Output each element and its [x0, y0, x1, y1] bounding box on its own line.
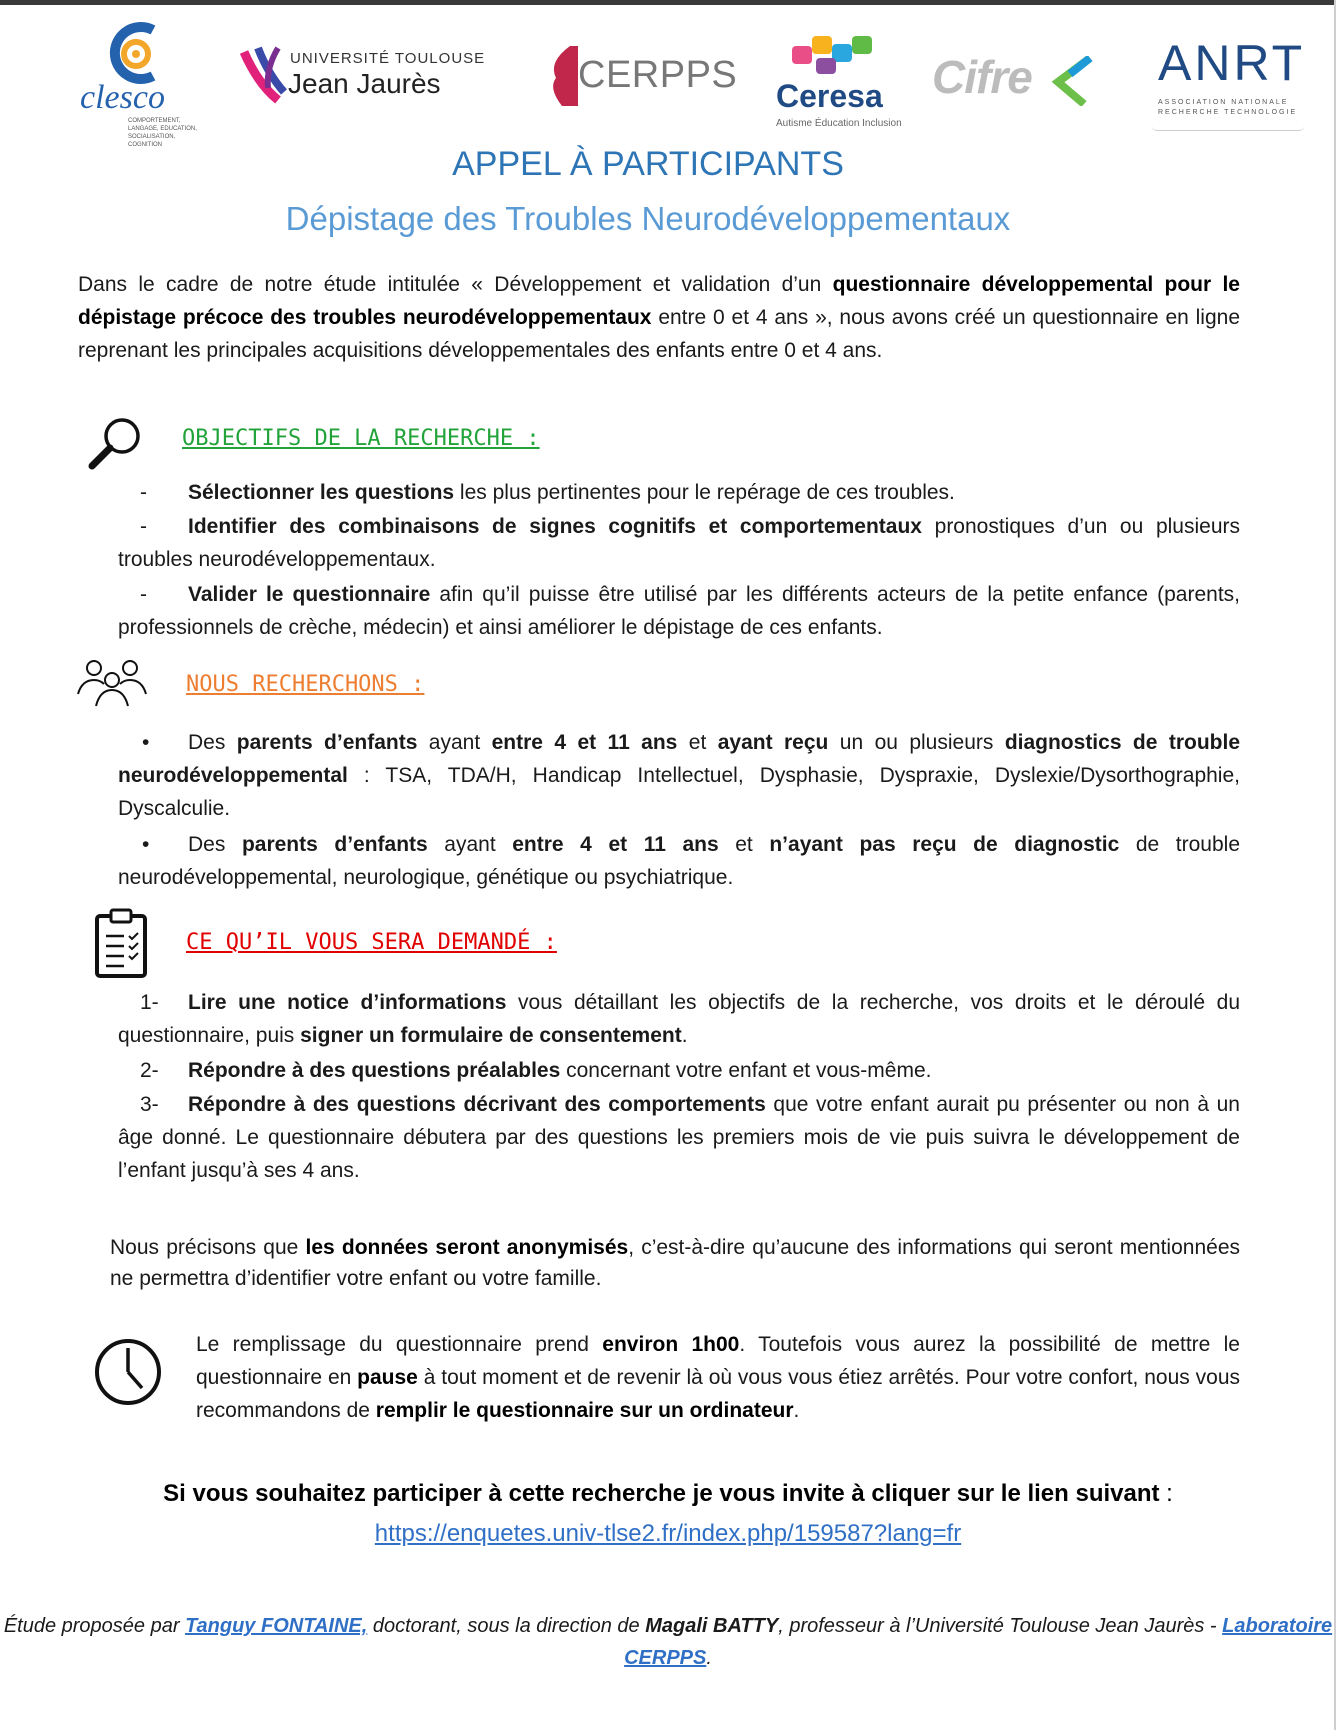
- list-item-text: afin qu’il puisse être utilisé par les différents acteurs de la petite enfance (parents, professionnels de crèche, médecin) et ainsi améliorer le dépistage de ces enfants.: [118, 583, 1241, 639]
- list-bullet: •: [142, 833, 150, 856]
- utjj-main-text: Jean Jaurès: [288, 68, 441, 99]
- anonymity-paragraph: [110, 1232, 1240, 1294]
- survey-link[interactable]: https://enquetes.univ-tlse2.fr/index.php/159587?lang=fr: [374, 1520, 962, 1547]
- logo-bar: [0, 14, 1336, 148]
- cta-text: Si vous souhaitez participer à cette recherche je vous invite à cliquer sur le lien suivant: [163, 1480, 1160, 1507]
- section-heading-objectifs: OBJECTIFS DE LA RECHERCHE :: [182, 426, 540, 451]
- intro-paragraph: [78, 268, 1240, 367]
- list-item: [118, 1054, 1240, 1087]
- utjj-logo: [238, 44, 498, 114]
- bold-text: entre 4 et 11 ans: [512, 833, 719, 856]
- bold-text: remplir le questionnaire sur un ordinateur: [375, 1399, 794, 1422]
- anrt-subtext-1: ASSOCIATION NATIONALE: [1158, 99, 1289, 106]
- text: , professeur à l’Université Toulouse Jean Jaurès -: [778, 1615, 1223, 1637]
- bold-text: parents d’enfants: [241, 833, 428, 856]
- ceresa-logo: [776, 32, 902, 132]
- text: .: [793, 1399, 800, 1422]
- text: , c’est-à-dire qu’aucune des informations qui seront mentionnées ne permettra d’identifier votre enfant ou votre famille.: [110, 1236, 1240, 1290]
- list-item: [118, 510, 1240, 576]
- bold-text: environ 1h00: [602, 1333, 740, 1356]
- text: Le remplissage du questionnaire prend: [196, 1333, 603, 1356]
- text: ayant: [427, 833, 513, 856]
- cifre-text: Cifre: [932, 51, 1032, 103]
- text: et: [718, 833, 770, 856]
- list-marker: -: [140, 481, 147, 504]
- bold-text: entre 4 et 11 ans: [491, 731, 678, 754]
- text: un ou plusieurs: [828, 731, 1005, 754]
- text: et: [677, 731, 718, 754]
- list-item-bold: Valider le questionnaire: [188, 583, 431, 606]
- cta-tail: :: [1159, 1480, 1173, 1507]
- author-link[interactable]: Tanguy FONTAINE,: [185, 1615, 368, 1637]
- list-number: 3-: [140, 1093, 159, 1116]
- anrt-logo: [1152, 34, 1308, 134]
- utjj-emblem-icon: [238, 44, 292, 104]
- text: concernant votre enfant et vous-même.: [560, 1059, 932, 1082]
- intro-text-2: entre 0 et 4 ans », nous avons créé un questionnaire en ligne reprenant les principales acquisitions développementales des enfants entre 0 et 4 ans.: [78, 306, 1240, 362]
- bold-text: les données seront anonymisés: [305, 1236, 629, 1259]
- list-item: [118, 476, 1240, 509]
- top-border: [0, 0, 1336, 5]
- list-item: [118, 986, 1240, 1052]
- list-marker: -: [140, 583, 147, 606]
- text: à tout moment et de revenir là où vous vous étiez arrêtés. Pour votre confort, nous vous recommandons de: [196, 1366, 1240, 1422]
- list-item: [118, 828, 1240, 894]
- clesco-emblem-icon: [58, 16, 198, 116]
- bold-text: ayant reçu: [717, 731, 829, 754]
- clock-icon: [92, 1336, 164, 1408]
- bold-text: parents d’enfants: [236, 731, 418, 754]
- text: doctorant, sous la direction de: [367, 1615, 646, 1637]
- ceresa-subtext: Autisme Éducation Inclusion: [776, 118, 902, 129]
- magnifier-icon: [88, 414, 146, 470]
- cifre-logo: [932, 44, 1102, 114]
- text: Nous précisons que: [110, 1236, 306, 1259]
- bold-text: n’ayant pas reçu de diagnostic: [769, 833, 1120, 856]
- anrt-underline: [1152, 126, 1304, 131]
- list-item-text: pronostiques d’un ou plusieurs troubles neurodéveloppementaux.: [118, 515, 1240, 571]
- text: vous détaillant les objectifs de la recherche, vos droits et le déroulé du questionnaire, puis: [118, 991, 1240, 1047]
- ceresa-text: Ceresa: [776, 78, 883, 114]
- text: .: [706, 1647, 712, 1669]
- intro-bold-1: questionnaire développemental pour le dépistage précoce des troubles neurodéveloppementaux: [78, 273, 1240, 329]
- clipboard-checklist-icon: [94, 908, 150, 980]
- duration-paragraph: [196, 1328, 1240, 1427]
- cerpps-logo: [544, 44, 738, 114]
- intro-text-1: Dans le cadre de notre étude intitulée « Développement et validation d’un: [78, 273, 833, 296]
- utjj-top-text: UNIVERSITÉ TOULOUSE: [290, 50, 486, 67]
- ceresa-puzzle-icon: [786, 32, 886, 80]
- people-icon: [76, 656, 148, 708]
- text: que votre enfant aurait pu présenter ou non à un âge donné. Le questionnaire débutera par des questions les premiers mois de vie puis suivra le développement de l’enfant jusqu’à ses 4 ans.: [118, 1093, 1240, 1182]
- list-item: [118, 578, 1240, 644]
- list-item-bold: Identifier des combinaisons de signes cognitifs et comportementaux: [188, 515, 922, 538]
- anrt-text: ANRT: [1158, 35, 1306, 91]
- footer-credits: [0, 1610, 1336, 1674]
- text: . Toutefois vous aurez la possibilité de mettre le questionnaire en: [196, 1333, 1240, 1389]
- list-item-bold: Sélectionner les questions: [188, 481, 455, 504]
- bold-text: Répondre à des questions décrivant des comportements: [188, 1093, 766, 1116]
- text: : TSA, TDA/H, Handicap Intellectuel, Dysphasie, Dyspraxie, Dyslexie/Dysorthographie, Dyscalculie.: [118, 764, 1240, 820]
- list-marker: -: [140, 515, 147, 538]
- text: de trouble neurodéveloppemental, neurologique, génétique ou psychiatrique.: [118, 833, 1240, 889]
- bold-text: Lire une notice d’informations: [188, 991, 507, 1014]
- section-heading-recherchons: NOUS RECHERCHONS :: [186, 672, 425, 697]
- list-item: [118, 726, 1240, 825]
- list-item: [118, 1088, 1240, 1187]
- svg-text:clesco: clesco: [80, 79, 165, 116]
- text: Étude proposée par: [3, 1615, 186, 1637]
- list-item-text: les plus pertinentes pour le repérage de ces troubles.: [454, 481, 955, 504]
- text: Des: [188, 731, 237, 754]
- cerpps-face-icon: [544, 44, 580, 108]
- list-bullet: •: [142, 731, 150, 754]
- text: ayant: [417, 731, 492, 754]
- lab-link[interactable]: Laboratoire CERPPS: [624, 1615, 1333, 1669]
- supervisor-name: Magali BATTY: [645, 1615, 779, 1637]
- cerpps-text: CERPPS: [578, 54, 738, 96]
- bold-text: Répondre à des questions préalables: [188, 1059, 561, 1082]
- bold-text: pause: [357, 1366, 418, 1389]
- clesco-tagline: COMPORTEMENT, LANGAGE, EDUCATION, SOCIALISATION, COGNITION: [128, 118, 197, 148]
- list-number: 1-: [140, 991, 159, 1014]
- bold-text: signer un formulaire de consentement: [300, 1024, 682, 1047]
- anrt-subtext-2: RECHERCHE TECHNOLOGIE: [1158, 109, 1298, 116]
- page-title: APPEL À PARTICIPANTS: [452, 145, 844, 183]
- section-heading-demande: CE QU’IL VOUS SERA DEMANDÉ :: [186, 930, 557, 955]
- bold-text: diagnostics de trouble neurodéveloppemental: [118, 731, 1241, 787]
- text: Des: [188, 833, 242, 856]
- cifre-arrow-icon: [1050, 56, 1096, 106]
- text: .: [681, 1024, 688, 1047]
- call-to-action: [0, 1480, 1336, 1508]
- page-subtitle: Dépistage des Troubles Neurodéveloppementaux: [285, 200, 1011, 237]
- list-number: 2-: [140, 1059, 159, 1082]
